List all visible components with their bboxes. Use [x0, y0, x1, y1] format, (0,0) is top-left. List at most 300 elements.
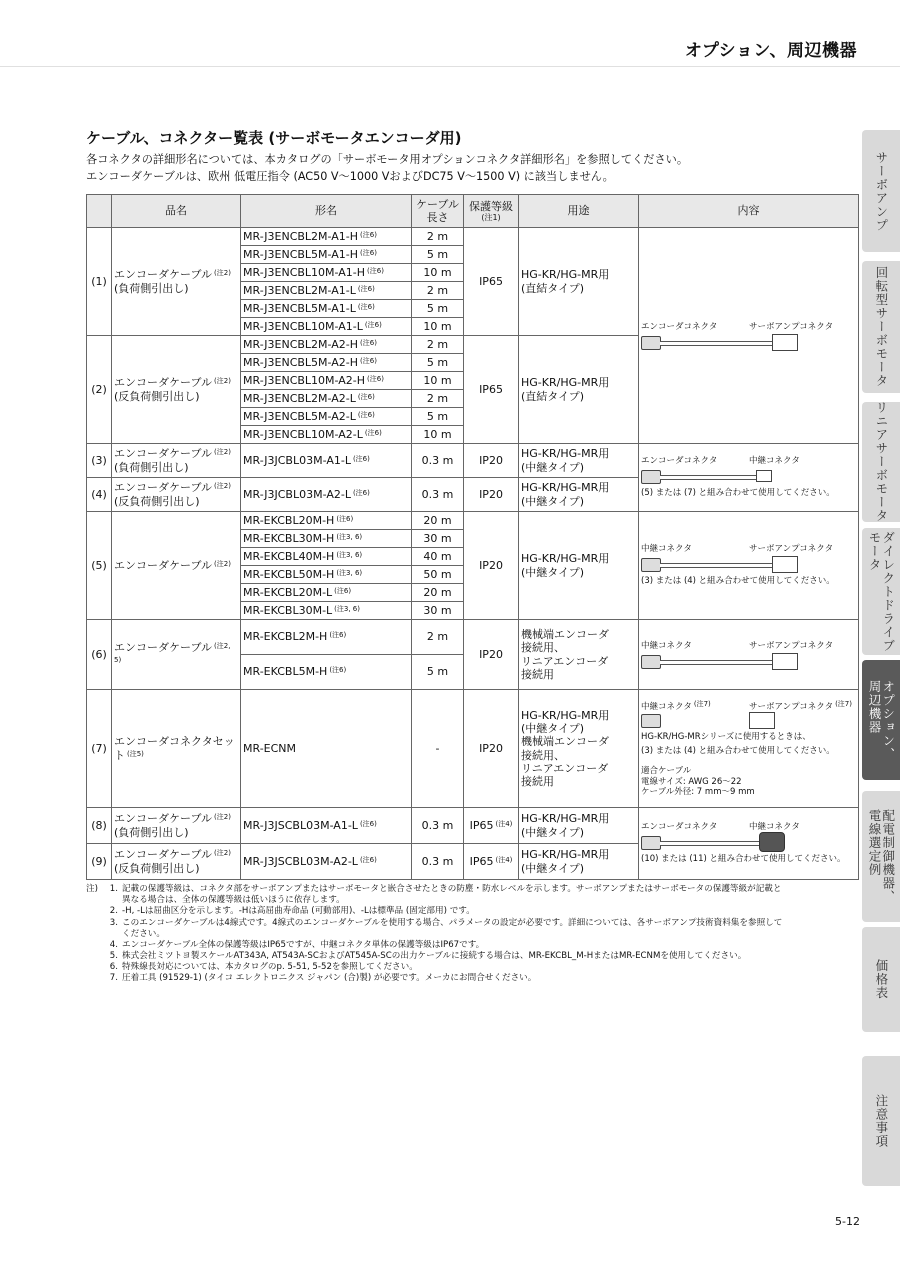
footnote-number: 4.: [109, 939, 118, 950]
model-name: MR-J3ENCBL5M-A1-H: [243, 247, 359, 261]
content-cell: [639, 620, 859, 690]
usage-line: HG-KR/HG-MR用: [521, 848, 610, 862]
model-note: (注6): [360, 230, 377, 239]
footnote-text: 異なる場合は、全体の保護等級は低いほうに依存します。: [122, 895, 345, 906]
item-name-cell: [112, 444, 241, 478]
model-note: (注6): [360, 356, 377, 365]
footnote-text: ください。: [122, 928, 165, 939]
model-cell: [241, 512, 412, 530]
item-number: (7): [87, 690, 112, 808]
model-name: MR-J3ENCBL10M-A1-L: [243, 319, 363, 333]
model-cell: [241, 602, 412, 620]
header-content: 内容: [639, 195, 859, 228]
item-name-note: (注5): [127, 749, 144, 758]
footnote-text: このエンコーダケーブルは4線式です。4線式のエンコーダケーブルを使用する場合、パラメータの設定が必要です。詳細については、各サーボアンプ技術資料集を参照して: [122, 917, 783, 928]
item-name-cell: [112, 512, 241, 620]
model-cell: [241, 844, 412, 880]
footnote-text: 特殊線長対応については、本カタログのp. 5-51, 5-52を参照してください。: [122, 962, 418, 973]
right-connector-label: サーボアンプコネクタ: [749, 544, 834, 555]
left-connector-icon: [641, 470, 661, 484]
item-name-note: (注2, 5): [114, 642, 231, 664]
item-name-cell: [112, 228, 241, 336]
model-note: (注6): [357, 284, 375, 293]
usage-cell: [519, 690, 639, 808]
length-cell: 5 m: [412, 655, 464, 690]
footnote-prefix: [86, 962, 106, 973]
footnote-prefix: [86, 929, 106, 940]
cable-illustration: [641, 322, 841, 350]
side-tab[interactable]: [862, 660, 900, 780]
usage-cell: [519, 620, 639, 690]
ip-cell: [464, 690, 519, 808]
model-cell: [241, 620, 412, 655]
model-note: (注6): [352, 454, 370, 463]
header-ip: 保護等級 (注1): [464, 195, 519, 228]
model-cell: [241, 336, 412, 354]
item-name: エンコーダケーブル: [114, 376, 213, 390]
model-cell: [241, 354, 412, 372]
table-row: [87, 444, 859, 478]
left-connector-label: 中継コネクタ $^{(注7)}$: [641, 700, 711, 713]
model-note: (注6): [364, 320, 382, 329]
length-cell: 30 m: [412, 530, 464, 548]
content-cell: [639, 808, 859, 880]
cable-line-icon: [660, 341, 772, 346]
side-tab[interactable]: [862, 927, 900, 1032]
page-number: 5-12: [835, 1215, 860, 1228]
item-name: エンコーダケーブル: [114, 848, 213, 862]
length-cell: 2 m: [412, 282, 464, 300]
model-note: (注3, 6): [336, 532, 363, 541]
usage-line: 機械端エンコーダ: [521, 628, 609, 642]
content-cell: [639, 444, 859, 512]
model-cell: [241, 655, 412, 690]
length-cell: 0.3 m: [412, 444, 464, 478]
side-tab-label: 注意事項: [873, 1094, 889, 1148]
ip-value: IP20: [479, 558, 503, 572]
right-connector-label: サーボアンプコネクタ: [749, 321, 834, 332]
length-cell: 20 m: [412, 512, 464, 530]
usage-line: (直結タイプ): [521, 281, 585, 295]
ip-value: IP20: [479, 453, 503, 467]
header-rule: [0, 66, 900, 67]
model-name: MR-EKCBL2M-H: [243, 630, 328, 644]
side-tab[interactable]: [862, 261, 900, 393]
usage-line: リニアエンコーダ: [521, 761, 609, 775]
model-note: (注3, 6): [336, 568, 363, 577]
item-name: エンコーダケーブル: [114, 812, 213, 826]
item-name: エンコーダケーブル: [114, 641, 213, 655]
item-number: (3): [87, 444, 112, 478]
item-name-cell: [112, 690, 241, 808]
item-subname: (反負荷側引出し): [114, 389, 200, 403]
ip-value: IP65: [469, 854, 494, 868]
model-cell: [241, 300, 412, 318]
usage-line: HG-KR/HG-MR用: [521, 708, 610, 722]
content-cell: [639, 690, 859, 808]
section-title: ケーブル、コネクター覧表 (サーボモータエンコーダ用): [86, 129, 462, 147]
table-row: [87, 512, 859, 530]
model-cell: [241, 566, 412, 584]
cable-illustration: [641, 700, 852, 728]
model-name: MR-J3ENCBL2M-A2-L: [243, 391, 356, 405]
length-cell: 5 m: [412, 300, 464, 318]
length-cell: 40 m: [412, 548, 464, 566]
model-name: MR-J3ENCBL5M-A2-L: [243, 409, 356, 423]
footnote-number: [106, 895, 118, 906]
content-cell: [639, 228, 859, 444]
model-cell: [241, 584, 412, 602]
item-name-cell: [112, 336, 241, 444]
footnote-prefix: [86, 940, 106, 951]
side-tab[interactable]: [862, 791, 900, 922]
length-cell: 2 m: [412, 390, 464, 408]
side-tab[interactable]: [862, 1056, 900, 1186]
right-connector-icon: [772, 334, 798, 351]
ip-cell: [464, 444, 519, 478]
header-no: [87, 195, 112, 228]
right-connector-label: 中継コネクタ: [749, 822, 800, 833]
usage-line: (中継タイプ): [521, 494, 585, 508]
ip-cell: [464, 844, 519, 880]
footnotes: [86, 884, 856, 985]
item-name-note: (注2): [214, 813, 231, 822]
side-tab[interactable]: [862, 130, 900, 252]
left-connector-note: (注7): [693, 700, 711, 709]
side-tab-label: サーボアンプ: [873, 150, 889, 232]
length-cell: 0.3 m: [412, 844, 464, 880]
content-cell: [639, 512, 859, 620]
right-connector-label: サーボアンプコネクタ: [749, 640, 834, 651]
footnote-text: 記載の保護等級は、コネクタ部をサーボアンプまたはサーボモータと嵌合させたときの防塵・防水レベルを示します。サーボアンプまたはサーボモータの保護等級が記載と: [122, 884, 782, 894]
cable-illustration: [641, 822, 841, 850]
length-cell: 5 m: [412, 354, 464, 372]
footnote-row: [86, 951, 856, 962]
footnote-row: [86, 940, 856, 951]
footnote-text: -H, -Lは屈曲区分を示します。-Hは高屈曲寿命品 (可動部用)、-Lは標準品 (固定部用) です。: [122, 906, 475, 917]
usage-line: (中継タイプ): [521, 460, 585, 474]
footnote-number: 3.: [109, 917, 118, 928]
footnote-prefix: [86, 895, 106, 906]
footnote-row: [86, 884, 856, 895]
length-cell: 10 m: [412, 264, 464, 282]
usage-cell: [519, 844, 639, 880]
footnote-prefix: [86, 951, 106, 962]
item-name: エンコーダケーブル: [114, 268, 213, 282]
model-name: MR-EKCBL5M-H: [243, 665, 328, 679]
length-cell: 50 m: [412, 566, 464, 584]
model-cell: [241, 808, 412, 844]
usage-line: HG-KR/HG-MR用: [521, 376, 610, 390]
usage-cell: [519, 228, 639, 336]
model-name: MR-J3ENCBL2M-A1-H: [243, 229, 359, 243]
item-name-cell: [112, 844, 241, 880]
length-cell: 10 m: [412, 318, 464, 336]
cable-connector-table: [86, 194, 859, 880]
item-subname: (反負荷側引出し): [114, 861, 200, 875]
item-name-cell: [112, 478, 241, 512]
length-cell: 0.3 m: [412, 808, 464, 844]
usage-line: 接続用、: [521, 641, 565, 655]
side-tab-label: ダイレクトドライブ モータ: [867, 530, 896, 653]
model-note: (注6): [334, 586, 352, 595]
table-row: [87, 620, 859, 655]
length-cell: -: [412, 690, 464, 808]
model-cell: [241, 228, 412, 246]
model-note: (注3, 6): [336, 550, 363, 559]
footnote-row: [86, 973, 856, 984]
footnote-prefix: [86, 906, 106, 917]
usage-line: (直結タイプ): [521, 389, 585, 403]
model-note: (注6): [357, 392, 375, 401]
right-connector-icon: [772, 653, 798, 670]
intro-text-2: エンコーダケーブルは、欧州 低電圧指令 (AC50 V〜1000 VおよびDC75 V〜1500 V) に該当しません。: [86, 170, 614, 183]
ip-note: (注4): [495, 855, 513, 864]
length-cell: 2 m: [412, 228, 464, 246]
cable-illustration: [641, 641, 841, 669]
ip-cell: [464, 512, 519, 620]
left-connector-label: エンコーダコネクタ: [641, 456, 718, 467]
side-tab-label: 配電制御機器、 電線選定例: [867, 809, 896, 904]
length-cell: 30 m: [412, 602, 464, 620]
left-connector-label: 中継コネクタ: [641, 640, 692, 651]
usage-line: 機械端エンコーダ: [521, 735, 609, 749]
item-subname: (反負荷側引出し): [114, 494, 200, 508]
item-subname: (負荷側引出し): [114, 460, 189, 474]
ip-cell: [464, 808, 519, 844]
model-name: MR-J3JSCBL03M-A1-L: [243, 818, 358, 832]
model-cell: [241, 390, 412, 408]
ip-value: IP20: [479, 741, 503, 755]
ip-value: IP20: [479, 487, 503, 501]
footnote-row: [86, 929, 856, 940]
model-name: MR-J3ENCBL2M-A1-L: [243, 283, 356, 297]
right-connector-note: (注7): [835, 700, 852, 709]
cable-line-icon: [660, 563, 772, 568]
ip-cell: [464, 336, 519, 444]
ip-value: IP65: [479, 274, 503, 288]
model-name: MR-J3JSCBL03M-A2-L: [243, 854, 358, 868]
left-connector-icon: [641, 655, 661, 669]
usage-line: (中継タイプ): [521, 565, 585, 579]
left-connector-icon: [641, 714, 661, 728]
item-name: エンコーダケーブル: [114, 447, 213, 461]
model-name: MR-J3ENCBL2M-A2-H: [243, 337, 359, 351]
left-connector-icon: [641, 558, 661, 572]
item-number: (6): [87, 620, 112, 690]
model-note: (注3, 6): [334, 604, 360, 613]
model-cell: [241, 246, 412, 264]
footnote-text: エンコーダケーブル全体の保護等級はIP65ですが、中継コネクタ単体の保護等級はIP67です。: [122, 939, 485, 950]
length-cell: 10 m: [412, 426, 464, 444]
usage-line: 接続用: [521, 667, 554, 681]
model-note: (注6): [364, 428, 382, 437]
side-tab-label: 回転型サーボモータ: [873, 266, 889, 388]
model-note: (注6): [352, 488, 370, 497]
page-header-title: オプション、周辺機器: [684, 41, 857, 61]
model-note: (注6): [360, 248, 377, 257]
header-model: 形名: [241, 195, 412, 228]
footnote-number: [106, 929, 118, 940]
left-connector-icon: [641, 836, 661, 850]
footnote-prefix: 注): [86, 884, 98, 894]
content-note: 適合ケーブル: [641, 766, 692, 777]
model-cell: [241, 478, 412, 512]
model-cell: [241, 318, 412, 336]
model-cell: [241, 530, 412, 548]
model-name: MR-EKCBL30M-H: [243, 531, 335, 545]
side-tab-label: オプション、 周辺機器: [867, 679, 896, 761]
left-connector-label: 中継コネクタ: [641, 544, 692, 555]
ip-cell: [464, 228, 519, 336]
content-note: (5) または (7) と組み合わせて使用してください。: [641, 488, 835, 499]
model-note: (注6): [336, 514, 354, 523]
usage-line: 接続用、: [521, 748, 565, 762]
usage-cell: [519, 336, 639, 444]
cable-line-icon: [660, 660, 772, 665]
model-name: MR-J3ENCBL10M-A2-L: [243, 427, 363, 441]
item-number: (5): [87, 512, 112, 620]
content-note: 電線サイズ: AWG 26〜22: [641, 776, 742, 787]
model-name: MR-EKCBL20M-L: [243, 585, 333, 599]
ip-value: IP65: [479, 382, 503, 396]
cable-illustration: [641, 544, 841, 572]
item-subname: (負荷側引出し): [114, 281, 189, 295]
left-connector-icon: [641, 336, 661, 350]
right-connector-icon: [756, 470, 772, 482]
model-cell: [241, 548, 412, 566]
footnote-number: 1.: [109, 884, 118, 894]
item-number: (9): [87, 844, 112, 880]
model-name: MR-J3ENCBL5M-A1-L: [243, 301, 356, 315]
model-name: MR-J3JCBL03M-A2-L: [243, 487, 351, 501]
model-name: MR-ECNM: [243, 741, 297, 755]
item-number: (4): [87, 478, 112, 512]
header-length: ケーブル 長さ: [412, 195, 464, 228]
item-name-cell: [112, 620, 241, 690]
table-header-row: [87, 195, 859, 228]
side-tab[interactable]: [862, 528, 900, 655]
item-name-note: (注2): [214, 269, 231, 278]
usage-line: リニアエンコーダ: [521, 654, 609, 668]
model-cell: [241, 444, 412, 478]
usage-cell: [519, 478, 639, 512]
model-cell: [241, 408, 412, 426]
length-cell: 0.3 m: [412, 478, 464, 512]
content-note: (3) または (4) と組み合わせて使用してください。: [641, 576, 835, 587]
usage-cell: [519, 444, 639, 478]
side-tab-label: リニアサーボモータ: [873, 401, 889, 523]
intro-text-1: 各コネクタの詳細形名については、本カタログの「サーボモータ用オプションコネクタ詳細形名」を参照してください。: [86, 153, 689, 166]
right-connector-label: サーボアンプコネクタ $^{(注7)}$: [749, 700, 852, 713]
footnote-row: [86, 895, 856, 906]
model-note: (注6): [367, 374, 384, 383]
model-note: (注6): [329, 631, 347, 640]
usage-cell: [519, 808, 639, 844]
right-connector-icon: [749, 712, 775, 729]
footnote-number: 2.: [109, 906, 118, 917]
item-name: エンコーダケーブル: [114, 558, 213, 572]
model-cell: [241, 426, 412, 444]
content-note: HG-KR/HG-MRシリーズに使用するときは、: [641, 732, 811, 743]
footnote-row: [86, 918, 856, 929]
left-connector-label: エンコーダコネクタ: [641, 822, 718, 833]
content-note: ケーブル外径: 7 mm〜9 mm: [641, 786, 755, 797]
ip-cell: [464, 620, 519, 690]
footnote-number: 5.: [109, 951, 118, 962]
item-name-cell: [112, 808, 241, 844]
usage-line: HG-KR/HG-MR用: [521, 812, 610, 826]
side-tab-label: 価格表: [873, 959, 889, 1000]
right-connector-icon: [772, 556, 798, 573]
usage-line: (中継タイプ): [521, 722, 585, 736]
usage-line: 接続用: [521, 774, 554, 788]
table-row: [87, 228, 859, 246]
model-name: MR-EKCBL30M-L: [243, 603, 333, 617]
cable-line-icon: [660, 475, 756, 480]
content-note: (3) または (4) と組み合わせて使用してください。: [641, 746, 835, 757]
round-connector-icon: [759, 832, 785, 852]
model-name: MR-J3ENCBL5M-A2-H: [243, 355, 359, 369]
item-name-note: (注2): [214, 448, 231, 457]
model-note: (注6): [357, 410, 375, 419]
footnote-prefix: [86, 918, 106, 929]
item-name: エンコーダコネクタセット: [114, 735, 235, 762]
model-name: MR-EKCBL40M-H: [243, 549, 335, 563]
footnote-text: 圧着工具 (91529-1) (タイコ エレクトロニクス ジャパン (合)製) が必要です。メーカにお問合せください。: [122, 973, 537, 984]
usage-line: (中継タイプ): [521, 825, 585, 839]
footnote-text: 株式会社ミツトヨ製スケールAT343A, AT543A-SCおよびAT545A-SCの出力ケーブルに接続する場合は、MR-EKCBL_M-HまたはMR-ECNMを使用してください。: [122, 951, 747, 962]
model-cell: [241, 282, 412, 300]
length-cell: 5 m: [412, 246, 464, 264]
table-row: [87, 690, 859, 808]
item-name-note: (注2): [214, 559, 231, 568]
model-cell: [241, 690, 412, 808]
length-cell: 20 m: [412, 584, 464, 602]
usage-line: HG-KR/HG-MR用: [521, 552, 610, 566]
footnote-number: 6.: [109, 962, 118, 973]
header-usage: 用途: [519, 195, 639, 228]
length-cell: 2 m: [412, 336, 464, 354]
model-note: (注6): [367, 266, 384, 275]
ip-note: (注4): [495, 819, 513, 828]
item-name-note: (注2): [214, 482, 231, 491]
usage-line: HG-KR/HG-MR用: [521, 268, 610, 282]
ip-cell: [464, 478, 519, 512]
content-note: (10) または (11) と組み合わせて使用してください。: [641, 854, 846, 865]
item-subname: (負荷側引出し): [114, 825, 189, 839]
model-note: (注6): [360, 338, 377, 347]
cable-illustration: [641, 456, 841, 484]
ip-value: IP20: [479, 647, 503, 661]
header-name: 品名: [112, 195, 241, 228]
model-note: (注6): [329, 666, 347, 675]
model-name: MR-EKCBL20M-H: [243, 513, 335, 527]
length-cell: 2 m: [412, 620, 464, 655]
length-cell: 10 m: [412, 372, 464, 390]
length-cell: 5 m: [412, 408, 464, 426]
usage-line: (中継タイプ): [521, 861, 585, 875]
model-name: MR-J3ENCBL10M-A1-H: [243, 265, 366, 279]
item-number: (1): [87, 228, 112, 336]
usage-cell: [519, 512, 639, 620]
left-connector-label: エンコーダコネクタ: [641, 321, 718, 332]
side-tab[interactable]: [862, 402, 900, 522]
cable-line-icon: [660, 841, 772, 846]
right-connector-label: 中継コネクタ: [749, 456, 800, 467]
model-note: (注6): [359, 819, 377, 828]
model-cell: [241, 264, 412, 282]
